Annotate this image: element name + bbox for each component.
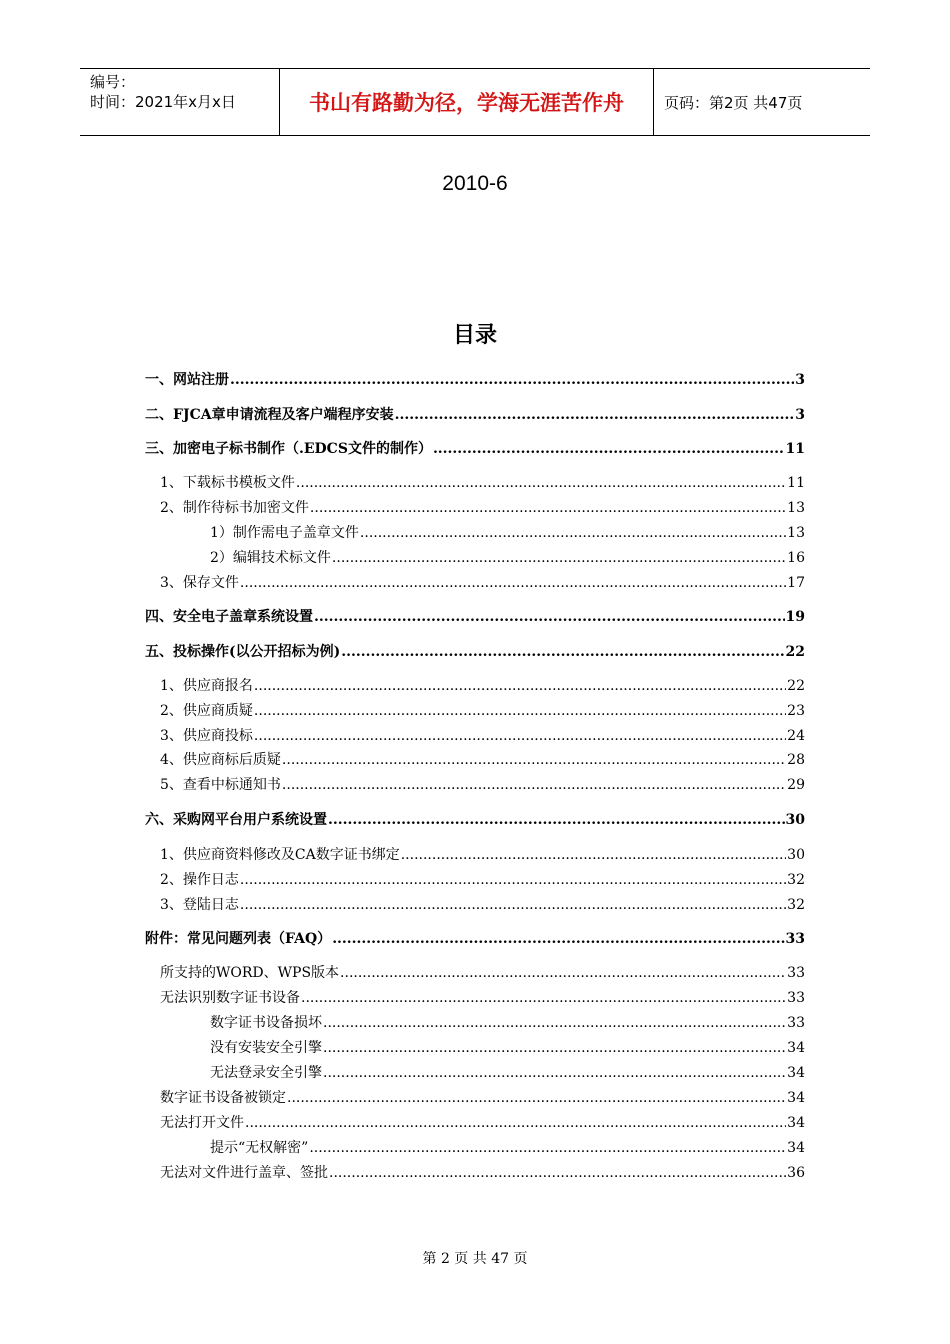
toc-entry[interactable] [210, 524, 805, 542]
toc-entry-title: 四、安全电子盖章系统设置 [145, 609, 313, 625]
toc-leader-dots [282, 751, 786, 769]
toc-entry[interactable] [160, 1164, 805, 1182]
toc-entry-page: 17 [787, 575, 805, 591]
toc-entry-title: 3、供应商投标 [160, 728, 253, 744]
toc-entry-title: 5、查看中标通知书 [160, 777, 281, 793]
toc-entry[interactable] [145, 930, 805, 948]
toc-entry-page: 11 [787, 475, 805, 491]
toc-entry-page: 33 [787, 1015, 805, 1031]
toc-entry-page: 3 [795, 407, 805, 423]
toc-entry-title: 提示“无权解密” [210, 1140, 309, 1156]
toc-entry-title: 所支持的WORD、WPS版本 [160, 965, 340, 981]
toc-entry-page: 33 [785, 931, 805, 947]
toc-entry-page: 30 [785, 812, 805, 828]
toc-entry-page: 29 [787, 777, 805, 793]
toc-entry[interactable] [145, 811, 805, 829]
toc-entry-page: 24 [787, 728, 805, 744]
toc-entry[interactable] [160, 1114, 805, 1132]
toc-entry-page: 34 [787, 1090, 805, 1106]
toc-entry-page: 34 [787, 1140, 805, 1156]
toc-entry-title: 数字证书设备被锁定 [160, 1090, 286, 1106]
toc-entry-page: 22 [787, 678, 805, 694]
toc-entry-title: 五、投标操作(以公开招标为例) [145, 644, 341, 660]
toc-entry[interactable] [160, 574, 805, 592]
toc-entry-title: 附件：常见问题列表（FAQ） [145, 931, 332, 947]
header-meta-cell [80, 69, 280, 135]
header-page-info: 页码：第2页 共47页 [664, 93, 803, 112]
toc-leader-dots [240, 871, 786, 889]
toc-leader-dots [395, 406, 795, 424]
document-header [80, 68, 870, 136]
toc-leader-dots [323, 1014, 786, 1032]
toc-leader-dots [329, 1164, 786, 1182]
toc-entry[interactable] [145, 440, 805, 458]
time-label: 时间：2021年x月x日 [90, 93, 236, 111]
toc-entry-title: 三、加密电子标书制作（.EDCS文件的制作） [145, 441, 432, 457]
toc-leader-dots [341, 643, 784, 661]
toc-entry-title: 无法打开文件 [160, 1115, 244, 1131]
toc-entry[interactable] [210, 1014, 805, 1032]
toc-leader-dots [254, 677, 786, 695]
toc-entry-title: 2）编辑技术标文件 [210, 550, 331, 566]
toc-entry-page: 33 [787, 990, 805, 1006]
toc-entry-page: 19 [785, 609, 805, 625]
toc-entry-page: 36 [787, 1165, 805, 1181]
toc-entry-title: 2、操作日志 [160, 872, 239, 888]
toc-entry[interactable] [145, 608, 805, 626]
toc-entry-page: 13 [787, 525, 805, 541]
toc-leader-dots [309, 1139, 786, 1157]
toc-entry[interactable] [160, 964, 805, 982]
toc-entry-page: 32 [787, 872, 805, 888]
header-motto: 书山有路勤为径，学海无涯苦作舟 [280, 69, 654, 135]
toc-entry-page: 11 [785, 441, 805, 457]
toc-leader-dots [282, 776, 786, 794]
toc-leader-dots [328, 811, 785, 829]
toc-leader-dots [332, 549, 786, 567]
toc-leader-dots [323, 1064, 786, 1082]
toc-leader-dots [254, 702, 786, 720]
toc-entry-title: 3、保存文件 [160, 575, 239, 591]
toc-leader-dots [230, 371, 794, 389]
toc-entry[interactable] [160, 677, 805, 695]
toc-entry-title: 数字证书设备损坏 [210, 1015, 322, 1031]
toc-leader-dots [240, 574, 786, 592]
toc-entry-page: 32 [787, 897, 805, 913]
toc-leader-dots [360, 524, 786, 542]
toc-entry-page: 28 [787, 752, 805, 768]
toc-entry[interactable] [160, 474, 805, 492]
toc-entry[interactable] [160, 846, 805, 864]
document-date: 2010-6 [442, 172, 508, 195]
toc-leader-dots [323, 1039, 786, 1057]
toc-leader-dots [245, 1114, 786, 1132]
toc-entry[interactable] [210, 1139, 805, 1157]
page-footer: 第 2 页 共 47 页 [422, 1251, 528, 1267]
toc-entry[interactable] [160, 727, 805, 745]
toc-entry[interactable] [210, 1039, 805, 1057]
number-label: 编号： [90, 73, 136, 91]
toc-entry-title: 1、下载标书模板文件 [160, 475, 295, 491]
toc-leader-dots [301, 989, 786, 1007]
toc-entry-page: 3 [795, 372, 805, 388]
toc-entry-title: 一、网站注册 [145, 372, 229, 388]
toc-entry-page: 30 [787, 847, 805, 863]
toc-leader-dots [287, 1089, 786, 1107]
toc-entry-title: 4、供应商标后质疑 [160, 752, 281, 768]
toc-leader-dots [433, 440, 785, 458]
toc-leader-dots [296, 474, 786, 492]
toc-entry-title: 1、供应商报名 [160, 678, 253, 694]
toc-entry-title: 1、供应商资料修改及CA数字证书绑定 [160, 847, 400, 863]
toc-entry[interactable] [145, 643, 805, 661]
toc-entry-title: 无法识别数字证书设备 [160, 990, 300, 1006]
toc-entry[interactable] [160, 1089, 805, 1107]
toc-entry-page: 34 [787, 1065, 805, 1081]
toc-entry-page: 34 [787, 1115, 805, 1131]
toc-entry-title: 3、登陆日志 [160, 897, 239, 913]
toc-leader-dots [240, 896, 786, 914]
toc-entry-title: 1）制作需电子盖章文件 [210, 525, 359, 541]
toc-entry-page: 23 [787, 703, 805, 719]
toc-entry-page: 34 [787, 1040, 805, 1056]
toc-entry[interactable] [160, 896, 805, 914]
toc-entry[interactable] [145, 371, 805, 389]
toc-entry[interactable] [210, 549, 805, 567]
toc-entry[interactable] [160, 702, 805, 720]
toc-entry[interactable] [145, 406, 805, 424]
toc-entry-title: 没有安装安全引擎 [210, 1040, 322, 1056]
toc-leader-dots [332, 930, 784, 948]
toc-entry-page: 13 [787, 500, 805, 516]
toc-leader-dots [314, 608, 785, 626]
toc-leader-dots [310, 499, 786, 517]
toc-entry-title: 无法对文件进行盖章、签批 [160, 1165, 328, 1181]
toc-leader-dots [340, 964, 786, 982]
toc-entry-title: 无法登录安全引擎 [210, 1065, 322, 1081]
toc-entry[interactable] [160, 989, 805, 1007]
toc-entry[interactable] [160, 751, 805, 769]
toc-entry-title: 六、采购网平台用户系统设置 [145, 812, 327, 828]
toc-entry-title: 2、制作待标书加密文件 [160, 500, 309, 516]
toc-leader-dots [254, 727, 786, 745]
toc-leader-dots [401, 846, 786, 864]
toc-entry-page: 16 [787, 550, 805, 566]
toc-entry[interactable] [160, 871, 805, 889]
toc-entry-page: 22 [785, 644, 805, 660]
toc-title: 目录 [452, 323, 497, 348]
toc-entry-page: 33 [787, 965, 805, 981]
toc-entry-title: 2、供应商质疑 [160, 703, 253, 719]
toc-entry[interactable] [210, 1064, 805, 1082]
toc-entry[interactable] [160, 776, 805, 794]
toc-entry[interactable] [160, 499, 805, 517]
toc-entry-title: 二、FJCA章申请流程及客户端程序安装 [145, 407, 394, 423]
